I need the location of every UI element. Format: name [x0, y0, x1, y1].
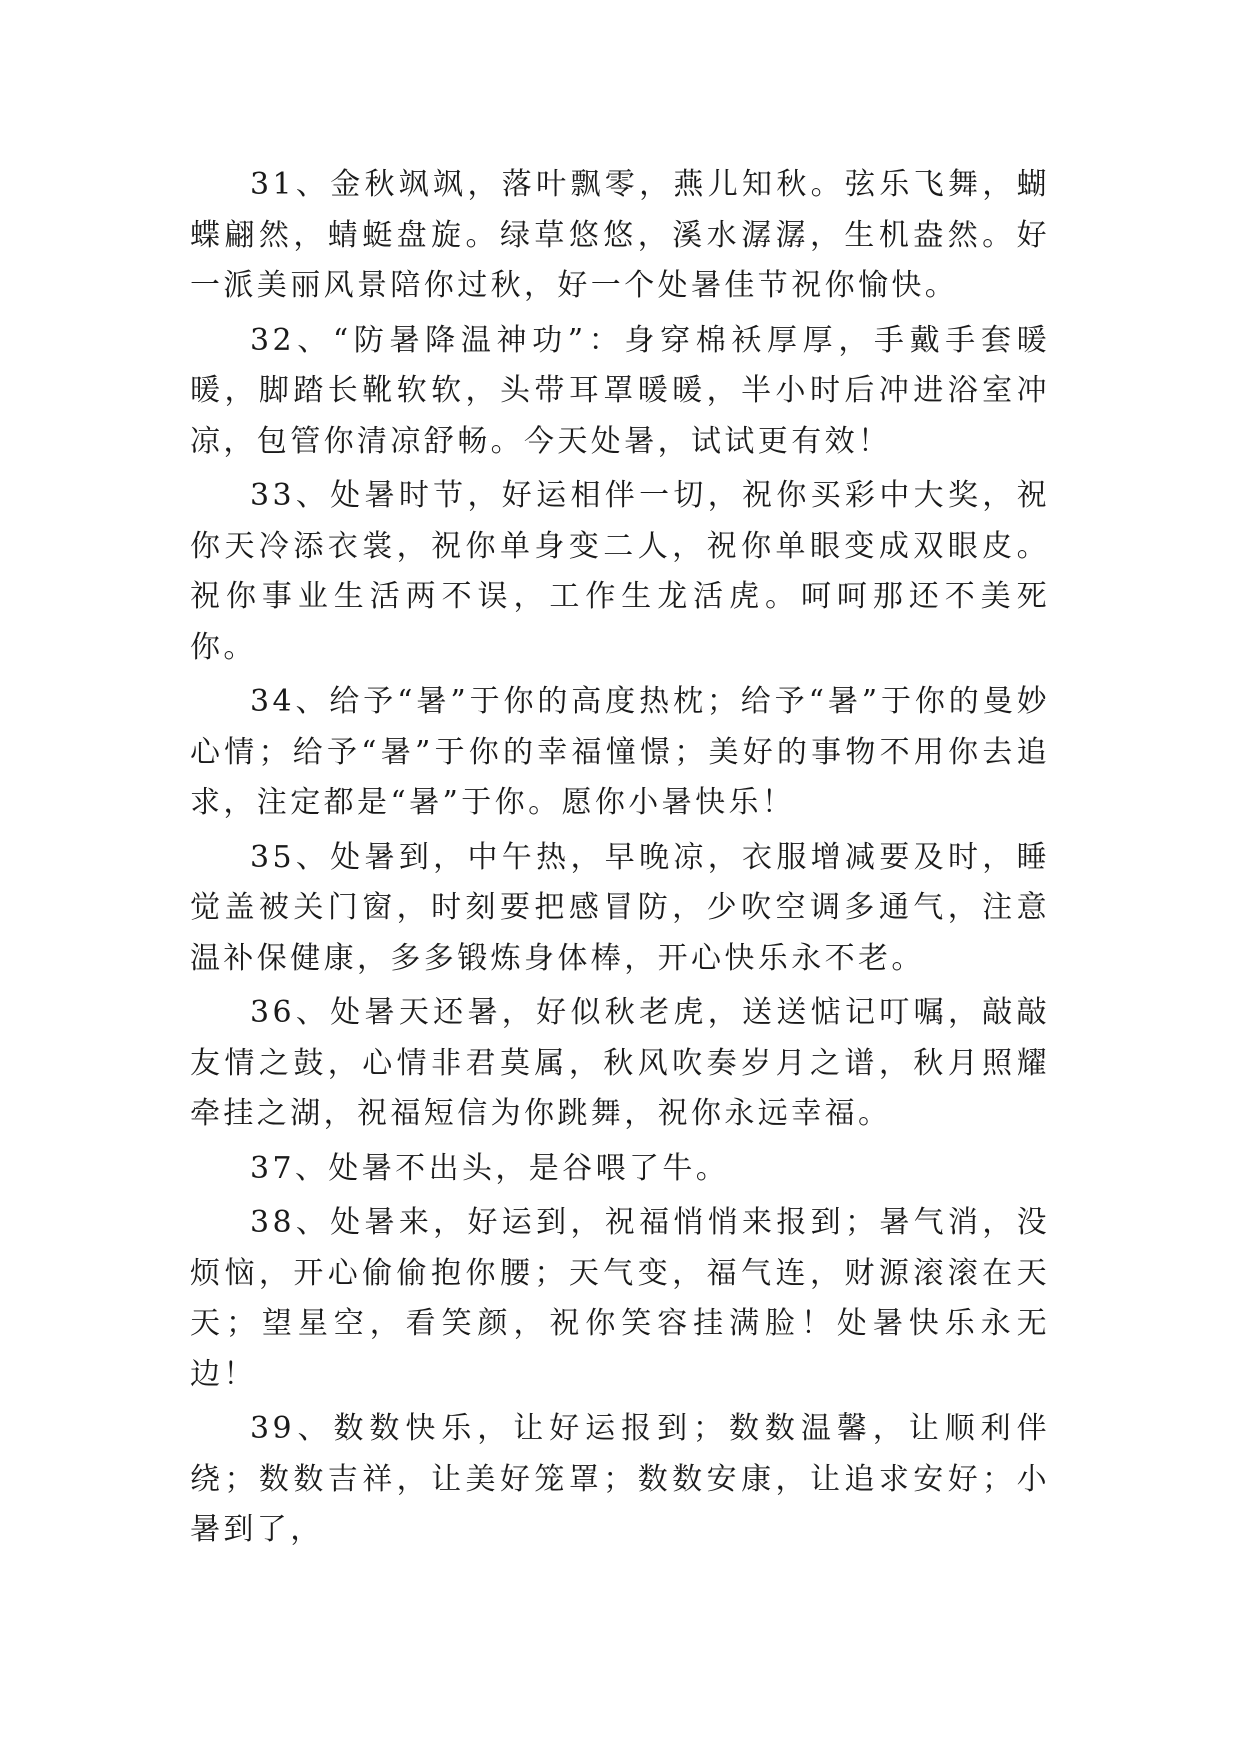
- paragraph-33: 33、处暑时节，好运相伴一切，祝你买彩中大奖，祝你天冷添衣裳，祝你单身变二人，祝你单眼变成双眼皮。祝你事业生活两不误，工作生龙活虎。呵呵那还不美死你。: [190, 478, 1050, 665]
- paragraph-39: 39、数数快乐，让好运报到；数数温馨，让顺利伴绕；数数吉祥，让美好笼罩；数数安康，让追求安好；小暑到了，: [190, 1411, 1050, 1547]
- paragraph-37: 37、处暑不出头，是谷喂了牛。: [250, 1150, 730, 1186]
- paragraph-31: 31、金秋飒飒，落叶飘零，燕儿知秋。弦乐飞舞，蝴蝶翩然，蜻蜓盘旋。绿草悠悠，溪水潺潺，生机盎然。好一派美丽风景陪你过秋，好一个处暑佳节祝你愉快。: [190, 167, 1050, 303]
- document-body: [190, 160, 1050, 1560]
- paragraph-35: 35、处暑到，中午热，早晚凉，衣服增减要及时，睡觉盖被关门窗，时刻要把感冒防，少吹空调多通气，注意温补保健康，多多锻炼身体棒，开心快乐永不老。: [190, 839, 1050, 976]
- paragraph-34: 34、给予“暑”于你的高度热枕；给予“暑”于你的曼妙心情；给予“暑”于你的幸福憧憬；美好的事物不用你去追求，注定都是“暑”于你。愿你小暑快乐！: [190, 684, 1050, 820]
- paragraph-38: 38、处暑来，好运到，祝福悄悄来报到；暑气消，没烦恼，开心偷偷抱你腰；天气变，福气连，财源滚滚在天天；望星空，看笑颜，祝你笑容挂满脸！处暑快乐永无边！: [190, 1205, 1050, 1392]
- paragraph-36: 36、处暑天还暑，好似秋老虎，送送惦记叮嘱，敲敲友情之鼓，心情非君莫属，秋风吹奏岁月之谱，秋月照耀牵挂之湖，祝福短信为你跳舞，祝你永远幸福。: [190, 995, 1050, 1131]
- paragraph-32: 32、“防暑降温神功”：身穿棉袄厚厚，手戴手套暖暖，脚踏长靴软软，头带耳罩暖暖，半小时后冲进浴室冲凉，包管你清凉舒畅。今天处暑，试试更有效！: [190, 322, 1050, 459]
